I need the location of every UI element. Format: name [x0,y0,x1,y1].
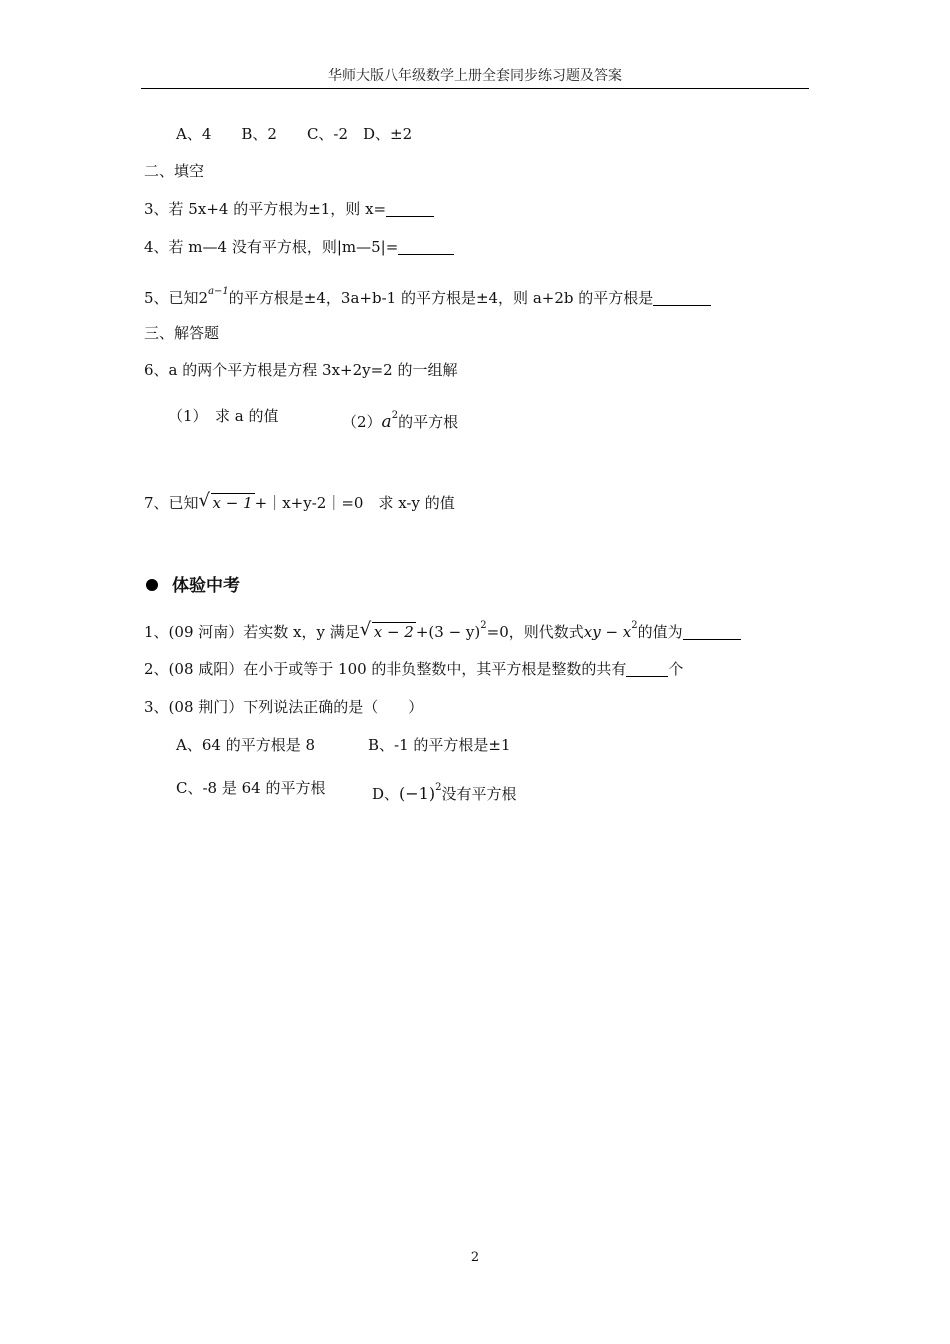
question-3 [144,199,434,219]
exponent: 2 [391,410,399,421]
question-7-text: +｜x+y-2｜=0 求 x-y 的值 [254,494,455,512]
question-7 [144,490,455,513]
power-base: 2 [198,289,209,307]
answer-blank[interactable] [398,238,454,255]
section-answer-heading: 三、解答题 [144,324,220,342]
radicand: x − 1 [212,494,253,512]
expression: xy − x [583,623,632,641]
exam-q3-choice-c: C、-8 是 64 的平方根 [176,779,326,797]
question-5-prefix: 5、已知 [144,289,199,307]
radical-sign: √ [359,619,372,640]
variable-a: a [381,412,392,432]
question-6-part-1: （1） 求 a 的值 [168,407,279,425]
question-6-part-2 [342,406,458,432]
exam-q1-text: 的值为 [637,623,683,641]
exam-question-3: 3、(08 荆门）下列说法正确的是（ ） [144,698,424,716]
exam-section-title: 体验中考 [172,576,240,596]
question-5 [144,282,711,308]
bullet-icon [146,579,158,591]
exam-section-heading [146,571,240,596]
choice-d-text: 没有平方根 [441,785,517,803]
square-root [198,490,255,513]
exam-q3-choice-a: A、64 的平方根是 8 [176,736,315,754]
answer-blank[interactable] [386,200,434,217]
exam-q2-text: 2、(08 咸阳）在小于或等于 100 的非负整数中，其平方根是整数的共有 [144,660,627,678]
question-3-text: 3、若 5x+4 的平方根为±1，则 x= [144,200,387,218]
exponent: 2 [435,782,442,793]
exam-q3-choice-b: B、-1 的平方根是±1 [368,736,511,754]
header-rule [141,88,809,89]
answer-blank[interactable] [653,289,711,306]
question-4-text: 4、若 m—4 没有平方根，则|m—5|= [144,238,399,256]
part-2-label: （2） [342,413,382,431]
page-number: 2 [470,1250,480,1265]
exam-question-1 [144,616,741,642]
answer-blank[interactable] [683,623,741,640]
exam-question-2 [144,659,683,679]
radical-sign: √ [198,490,211,511]
answer-blank[interactable] [626,660,668,677]
part-2-text: 的平方根 [398,413,459,431]
choice-d-label: D、 [372,785,400,803]
prev-question-choices: A、4 B、2 C、-2 D、±2 [176,125,413,143]
page-header-title: 华师大版八年级数学上册全套同步练习题及答案 [328,68,622,84]
squared-term: +(3 − y) [415,623,481,641]
exam-q1-prefix: 1、(09 河南）若实数 x，y 满足 [144,623,360,641]
radicand: x − 2 [373,623,414,641]
section-fill-in-heading: 二、填空 [144,162,205,180]
exponent: 2 [480,620,487,631]
square-root [359,619,416,642]
question-7-prefix: 7、已知 [144,494,199,512]
power-base: (−1) [399,784,436,803]
exponent: 2 [631,620,638,631]
question-6: 6、a 的两个平方根是方程 3x+2y=2 的一组解 [144,361,458,379]
power-exponent: a−1 [208,286,229,297]
exam-q2-suffix: 个 [668,660,684,678]
question-4 [144,237,454,257]
exam-q3-choice-d [372,778,517,804]
exam-q1-equals: =0，则代数式 [486,623,584,641]
question-5-text: 的平方根是±4，3a+b-1 的平方根是±4，则 a+2b 的平方根是 [228,289,654,307]
